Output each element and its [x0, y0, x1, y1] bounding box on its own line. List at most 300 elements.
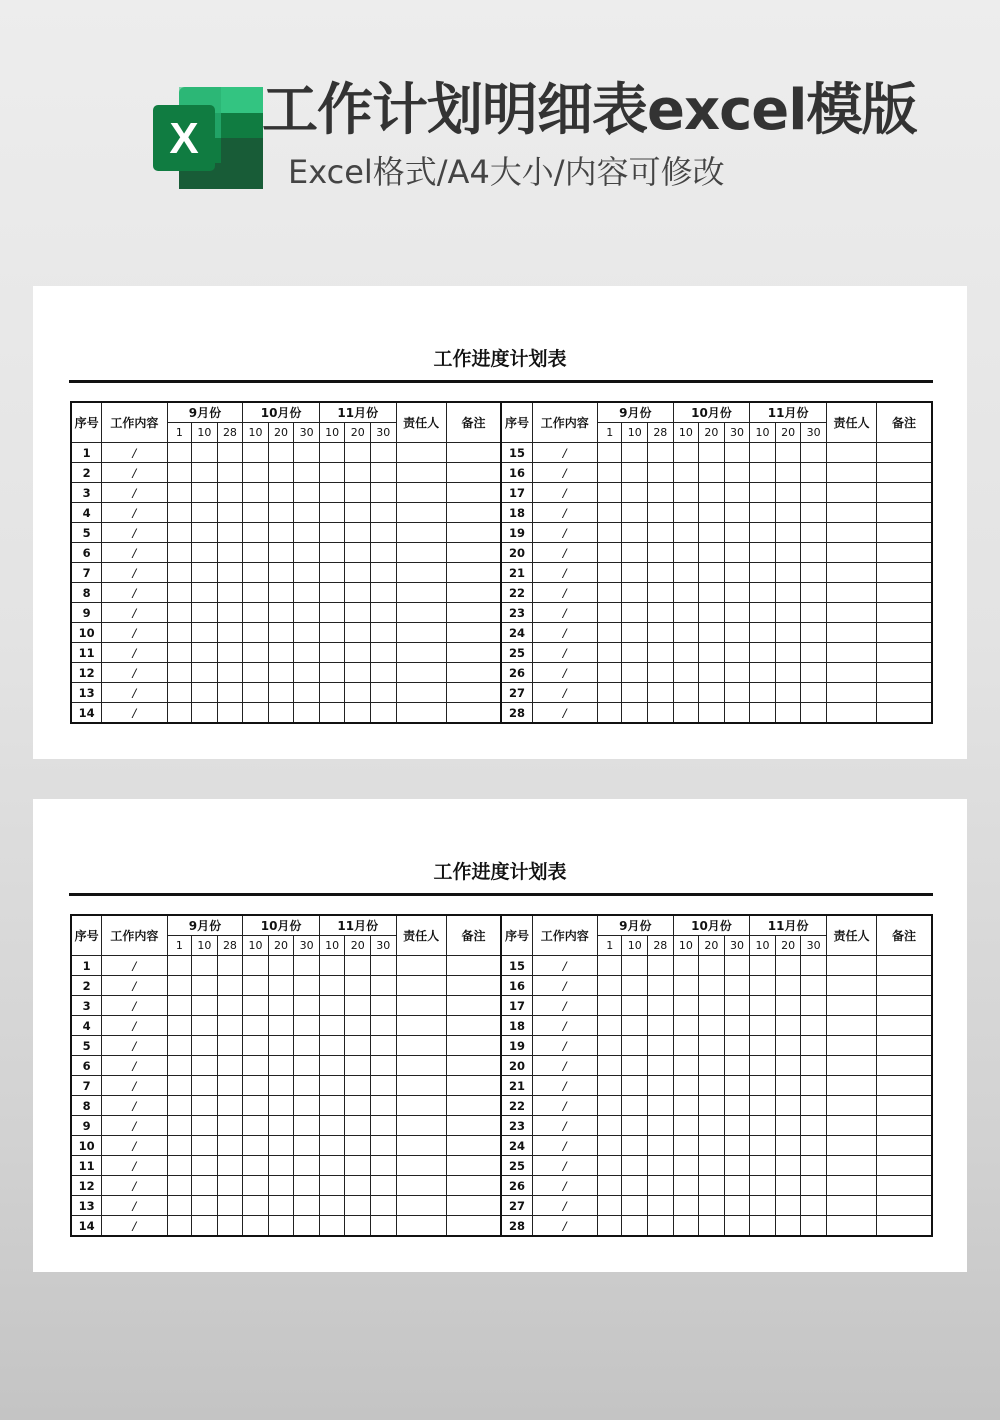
remark-cell[interactable]	[877, 703, 932, 724]
schedule-cell[interactable]	[167, 996, 192, 1016]
content-cell[interactable]: /	[102, 643, 167, 663]
schedule-cell[interactable]	[775, 1176, 801, 1196]
schedule-cell[interactable]	[192, 976, 218, 996]
schedule-cell[interactable]	[243, 1196, 269, 1216]
schedule-cell[interactable]	[724, 1096, 750, 1116]
schedule-cell[interactable]	[673, 1176, 699, 1196]
schedule-cell[interactable]	[648, 443, 674, 463]
schedule-cell[interactable]	[750, 1216, 776, 1237]
schedule-cell[interactable]	[217, 503, 243, 523]
schedule-cell[interactable]	[167, 523, 192, 543]
schedule-cell[interactable]	[648, 643, 674, 663]
schedule-cell[interactable]	[648, 1016, 674, 1036]
schedule-cell[interactable]	[699, 976, 725, 996]
schedule-cell[interactable]	[750, 583, 776, 603]
schedule-cell[interactable]	[345, 1156, 371, 1176]
schedule-cell[interactable]	[750, 503, 776, 523]
schedule-cell[interactable]	[167, 1176, 192, 1196]
schedule-cell[interactable]	[724, 443, 750, 463]
schedule-cell[interactable]	[597, 703, 622, 724]
schedule-cell[interactable]	[294, 643, 320, 663]
schedule-cell[interactable]	[167, 976, 192, 996]
schedule-cell[interactable]	[699, 703, 725, 724]
schedule-cell[interactable]	[217, 543, 243, 563]
schedule-cell[interactable]	[319, 563, 345, 583]
schedule-cell[interactable]	[699, 1136, 725, 1156]
schedule-cell[interactable]	[724, 503, 750, 523]
remark-cell[interactable]	[877, 996, 932, 1016]
schedule-cell[interactable]	[597, 643, 622, 663]
schedule-cell[interactable]	[750, 443, 776, 463]
schedule-cell[interactable]	[724, 463, 750, 483]
schedule-cell[interactable]	[192, 683, 218, 703]
schedule-cell[interactable]	[167, 1016, 192, 1036]
remark-cell[interactable]	[446, 703, 501, 724]
schedule-cell[interactable]	[801, 563, 827, 583]
remark-cell[interactable]	[446, 543, 501, 563]
schedule-cell[interactable]	[243, 683, 269, 703]
schedule-cell[interactable]	[648, 1076, 674, 1096]
schedule-cell[interactable]	[801, 603, 827, 623]
content-cell[interactable]: /	[532, 443, 597, 463]
schedule-cell[interactable]	[243, 563, 269, 583]
schedule-cell[interactable]	[724, 583, 750, 603]
schedule-cell[interactable]	[750, 703, 776, 724]
remark-cell[interactable]	[446, 643, 501, 663]
content-cell[interactable]: /	[102, 1156, 167, 1176]
schedule-cell[interactable]	[371, 1116, 397, 1136]
schedule-cell[interactable]	[294, 563, 320, 583]
schedule-cell[interactable]	[775, 1076, 801, 1096]
schedule-cell[interactable]	[167, 956, 192, 976]
schedule-cell[interactable]	[801, 976, 827, 996]
schedule-cell[interactable]	[345, 1216, 371, 1237]
schedule-cell[interactable]	[371, 1096, 397, 1116]
schedule-cell[interactable]	[345, 1116, 371, 1136]
schedule-cell[interactable]	[724, 563, 750, 583]
schedule-cell[interactable]	[724, 543, 750, 563]
schedule-cell[interactable]	[167, 623, 192, 643]
schedule-cell[interactable]	[648, 503, 674, 523]
content-cell[interactable]: /	[102, 1056, 167, 1076]
content-cell[interactable]: /	[532, 483, 597, 503]
schedule-cell[interactable]	[801, 503, 827, 523]
remark-cell[interactable]	[446, 1036, 501, 1056]
remark-cell[interactable]	[446, 683, 501, 703]
schedule-cell[interactable]	[294, 1196, 320, 1216]
schedule-cell[interactable]	[801, 1156, 827, 1176]
schedule-cell[interactable]	[345, 643, 371, 663]
schedule-cell[interactable]	[673, 1216, 699, 1237]
schedule-cell[interactable]	[268, 1196, 294, 1216]
owner-cell[interactable]	[396, 703, 446, 724]
schedule-cell[interactable]	[371, 1016, 397, 1036]
remark-cell[interactable]	[446, 976, 501, 996]
content-cell[interactable]: /	[532, 663, 597, 683]
schedule-cell[interactable]	[268, 523, 294, 543]
schedule-cell[interactable]	[648, 1196, 674, 1216]
schedule-cell[interactable]	[699, 663, 725, 683]
schedule-cell[interactable]	[243, 1176, 269, 1196]
schedule-cell[interactable]	[167, 543, 192, 563]
content-cell[interactable]: /	[102, 1036, 167, 1056]
schedule-cell[interactable]	[243, 523, 269, 543]
schedule-cell[interactable]	[268, 1096, 294, 1116]
schedule-cell[interactable]	[699, 956, 725, 976]
schedule-cell[interactable]	[673, 1036, 699, 1056]
schedule-cell[interactable]	[167, 1196, 192, 1216]
schedule-cell[interactable]	[673, 1196, 699, 1216]
schedule-cell[interactable]	[268, 703, 294, 724]
schedule-cell[interactable]	[775, 583, 801, 603]
schedule-cell[interactable]	[345, 1136, 371, 1156]
schedule-cell[interactable]	[319, 443, 345, 463]
remark-cell[interactable]	[446, 1076, 501, 1096]
schedule-cell[interactable]	[268, 583, 294, 603]
schedule-cell[interactable]	[673, 543, 699, 563]
schedule-cell[interactable]	[217, 583, 243, 603]
owner-cell[interactable]	[826, 1016, 876, 1036]
owner-cell[interactable]	[396, 543, 446, 563]
content-cell[interactable]: /	[532, 1096, 597, 1116]
owner-cell[interactable]	[826, 703, 876, 724]
schedule-cell[interactable]	[167, 1056, 192, 1076]
content-cell[interactable]: /	[102, 1096, 167, 1116]
owner-cell[interactable]	[826, 1056, 876, 1076]
schedule-cell[interactable]	[345, 443, 371, 463]
schedule-cell[interactable]	[294, 956, 320, 976]
owner-cell[interactable]	[396, 523, 446, 543]
owner-cell[interactable]	[396, 563, 446, 583]
remark-cell[interactable]	[446, 1096, 501, 1116]
schedule-cell[interactable]	[801, 483, 827, 503]
schedule-cell[interactable]	[622, 1196, 648, 1216]
schedule-cell[interactable]	[371, 683, 397, 703]
schedule-cell[interactable]	[371, 503, 397, 523]
schedule-cell[interactable]	[371, 976, 397, 996]
schedule-cell[interactable]	[750, 1196, 776, 1216]
owner-cell[interactable]	[396, 503, 446, 523]
schedule-cell[interactable]	[622, 523, 648, 543]
schedule-cell[interactable]	[345, 1036, 371, 1056]
content-cell[interactable]: /	[532, 503, 597, 523]
schedule-cell[interactable]	[217, 1076, 243, 1096]
schedule-cell[interactable]	[192, 463, 218, 483]
schedule-cell[interactable]	[243, 463, 269, 483]
owner-cell[interactable]	[396, 483, 446, 503]
schedule-cell[interactable]	[243, 1216, 269, 1237]
schedule-cell[interactable]	[167, 603, 192, 623]
schedule-cell[interactable]	[801, 523, 827, 543]
schedule-cell[interactable]	[597, 523, 622, 543]
schedule-cell[interactable]	[268, 543, 294, 563]
schedule-cell[interactable]	[673, 443, 699, 463]
schedule-cell[interactable]	[622, 1116, 648, 1136]
schedule-cell[interactable]	[167, 683, 192, 703]
schedule-cell[interactable]	[750, 1076, 776, 1096]
owner-cell[interactable]	[396, 583, 446, 603]
schedule-cell[interactable]	[673, 463, 699, 483]
schedule-cell[interactable]	[243, 603, 269, 623]
schedule-cell[interactable]	[775, 683, 801, 703]
owner-cell[interactable]	[826, 563, 876, 583]
schedule-cell[interactable]	[724, 523, 750, 543]
remark-cell[interactable]	[877, 483, 932, 503]
schedule-cell[interactable]	[597, 543, 622, 563]
schedule-cell[interactable]	[294, 443, 320, 463]
schedule-cell[interactable]	[345, 463, 371, 483]
schedule-cell[interactable]	[750, 1016, 776, 1036]
schedule-cell[interactable]	[699, 503, 725, 523]
content-cell[interactable]: /	[102, 483, 167, 503]
schedule-cell[interactable]	[217, 1196, 243, 1216]
schedule-cell[interactable]	[217, 603, 243, 623]
schedule-cell[interactable]	[167, 1216, 192, 1237]
schedule-cell[interactable]	[319, 1076, 345, 1096]
schedule-cell[interactable]	[217, 523, 243, 543]
schedule-cell[interactable]	[801, 623, 827, 643]
schedule-cell[interactable]	[801, 1196, 827, 1216]
schedule-cell[interactable]	[622, 1056, 648, 1076]
schedule-cell[interactable]	[268, 1136, 294, 1156]
schedule-cell[interactable]	[622, 1016, 648, 1036]
schedule-cell[interactable]	[192, 563, 218, 583]
schedule-cell[interactable]	[192, 523, 218, 543]
schedule-cell[interactable]	[243, 956, 269, 976]
owner-cell[interactable]	[826, 1116, 876, 1136]
schedule-cell[interactable]	[750, 996, 776, 1016]
schedule-cell[interactable]	[648, 1136, 674, 1156]
schedule-cell[interactable]	[167, 1036, 192, 1056]
schedule-cell[interactable]	[673, 956, 699, 976]
schedule-cell[interactable]	[673, 643, 699, 663]
schedule-cell[interactable]	[699, 543, 725, 563]
schedule-cell[interactable]	[801, 663, 827, 683]
schedule-cell[interactable]	[597, 1016, 622, 1036]
schedule-cell[interactable]	[192, 503, 218, 523]
schedule-cell[interactable]	[345, 583, 371, 603]
remark-cell[interactable]	[446, 1116, 501, 1136]
schedule-cell[interactable]	[371, 703, 397, 724]
schedule-cell[interactable]	[345, 663, 371, 683]
owner-cell[interactable]	[826, 1036, 876, 1056]
schedule-cell[interactable]	[597, 1216, 622, 1237]
schedule-cell[interactable]	[597, 663, 622, 683]
schedule-cell[interactable]	[699, 463, 725, 483]
schedule-cell[interactable]	[801, 996, 827, 1016]
schedule-cell[interactable]	[622, 1096, 648, 1116]
schedule-cell[interactable]	[648, 683, 674, 703]
content-cell[interactable]: /	[532, 703, 597, 724]
schedule-cell[interactable]	[294, 1096, 320, 1116]
schedule-cell[interactable]	[167, 483, 192, 503]
schedule-cell[interactable]	[192, 1216, 218, 1237]
schedule-cell[interactable]	[217, 956, 243, 976]
remark-cell[interactable]	[877, 583, 932, 603]
schedule-cell[interactable]	[345, 1196, 371, 1216]
schedule-cell[interactable]	[192, 623, 218, 643]
owner-cell[interactable]	[396, 463, 446, 483]
schedule-cell[interactable]	[192, 1096, 218, 1116]
content-cell[interactable]: /	[532, 1136, 597, 1156]
schedule-cell[interactable]	[622, 443, 648, 463]
content-cell[interactable]: /	[532, 956, 597, 976]
schedule-cell[interactable]	[268, 603, 294, 623]
schedule-cell[interactable]	[345, 996, 371, 1016]
remark-cell[interactable]	[446, 583, 501, 603]
schedule-cell[interactable]	[597, 1176, 622, 1196]
schedule-cell[interactable]	[622, 703, 648, 724]
content-cell[interactable]: /	[102, 1176, 167, 1196]
owner-cell[interactable]	[826, 996, 876, 1016]
schedule-cell[interactable]	[319, 1016, 345, 1036]
schedule-cell[interactable]	[294, 1136, 320, 1156]
schedule-cell[interactable]	[673, 703, 699, 724]
owner-cell[interactable]	[396, 1096, 446, 1116]
schedule-cell[interactable]	[750, 1136, 776, 1156]
schedule-cell[interactable]	[724, 623, 750, 643]
owner-cell[interactable]	[826, 523, 876, 543]
content-cell[interactable]: /	[532, 1196, 597, 1216]
schedule-cell[interactable]	[294, 1176, 320, 1196]
schedule-cell[interactable]	[724, 1056, 750, 1076]
owner-cell[interactable]	[396, 623, 446, 643]
schedule-cell[interactable]	[192, 443, 218, 463]
owner-cell[interactable]	[396, 1216, 446, 1237]
schedule-cell[interactable]	[345, 703, 371, 724]
schedule-cell[interactable]	[622, 623, 648, 643]
schedule-cell[interactable]	[243, 1116, 269, 1136]
schedule-cell[interactable]	[648, 1176, 674, 1196]
content-cell[interactable]: /	[102, 1136, 167, 1156]
schedule-cell[interactable]	[801, 1136, 827, 1156]
schedule-cell[interactable]	[243, 583, 269, 603]
content-cell[interactable]: /	[102, 663, 167, 683]
schedule-cell[interactable]	[345, 603, 371, 623]
schedule-cell[interactable]	[648, 976, 674, 996]
schedule-cell[interactable]	[750, 463, 776, 483]
schedule-cell[interactable]	[243, 1036, 269, 1056]
schedule-cell[interactable]	[217, 443, 243, 463]
content-cell[interactable]: /	[102, 1016, 167, 1036]
schedule-cell[interactable]	[268, 996, 294, 1016]
schedule-cell[interactable]	[673, 483, 699, 503]
schedule-cell[interactable]	[319, 976, 345, 996]
schedule-cell[interactable]	[268, 976, 294, 996]
schedule-cell[interactable]	[319, 603, 345, 623]
schedule-cell[interactable]	[371, 1156, 397, 1176]
schedule-cell[interactable]	[268, 1116, 294, 1136]
remark-cell[interactable]	[877, 603, 932, 623]
remark-cell[interactable]	[877, 463, 932, 483]
schedule-cell[interactable]	[648, 1216, 674, 1237]
schedule-cell[interactable]	[217, 623, 243, 643]
remark-cell[interactable]	[446, 523, 501, 543]
schedule-cell[interactable]	[319, 703, 345, 724]
schedule-cell[interactable]	[294, 623, 320, 643]
schedule-cell[interactable]	[294, 463, 320, 483]
schedule-cell[interactable]	[345, 1016, 371, 1036]
schedule-cell[interactable]	[597, 996, 622, 1016]
schedule-cell[interactable]	[217, 1016, 243, 1036]
owner-cell[interactable]	[826, 503, 876, 523]
owner-cell[interactable]	[826, 443, 876, 463]
content-cell[interactable]: /	[532, 603, 597, 623]
content-cell[interactable]: /	[102, 523, 167, 543]
schedule-cell[interactable]	[775, 483, 801, 503]
content-cell[interactable]: /	[102, 683, 167, 703]
schedule-cell[interactable]	[243, 1076, 269, 1096]
schedule-cell[interactable]	[699, 996, 725, 1016]
schedule-cell[interactable]	[648, 663, 674, 683]
schedule-cell[interactable]	[622, 976, 648, 996]
schedule-cell[interactable]	[371, 996, 397, 1016]
schedule-cell[interactable]	[724, 663, 750, 683]
remark-cell[interactable]	[446, 1136, 501, 1156]
schedule-cell[interactable]	[750, 563, 776, 583]
schedule-cell[interactable]	[294, 1116, 320, 1136]
schedule-cell[interactable]	[597, 1136, 622, 1156]
schedule-cell[interactable]	[801, 543, 827, 563]
schedule-cell[interactable]	[648, 463, 674, 483]
remark-cell[interactable]	[877, 1136, 932, 1156]
owner-cell[interactable]	[826, 623, 876, 643]
schedule-cell[interactable]	[268, 663, 294, 683]
schedule-cell[interactable]	[192, 996, 218, 1016]
schedule-cell[interactable]	[699, 1076, 725, 1096]
schedule-cell[interactable]	[750, 683, 776, 703]
schedule-cell[interactable]	[319, 956, 345, 976]
owner-cell[interactable]	[826, 483, 876, 503]
schedule-cell[interactable]	[217, 1096, 243, 1116]
schedule-cell[interactable]	[268, 463, 294, 483]
schedule-cell[interactable]	[622, 463, 648, 483]
content-cell[interactable]: /	[532, 1056, 597, 1076]
remark-cell[interactable]	[877, 443, 932, 463]
schedule-cell[interactable]	[724, 1196, 750, 1216]
schedule-cell[interactable]	[243, 976, 269, 996]
schedule-cell[interactable]	[801, 1096, 827, 1116]
schedule-cell[interactable]	[673, 503, 699, 523]
schedule-cell[interactable]	[622, 503, 648, 523]
owner-cell[interactable]	[826, 1156, 876, 1176]
schedule-cell[interactable]	[345, 1096, 371, 1116]
content-cell[interactable]: /	[102, 996, 167, 1016]
schedule-cell[interactable]	[294, 1056, 320, 1076]
schedule-cell[interactable]	[724, 956, 750, 976]
remark-cell[interactable]	[446, 1196, 501, 1216]
schedule-cell[interactable]	[648, 483, 674, 503]
schedule-cell[interactable]	[217, 1136, 243, 1156]
remark-cell[interactable]	[877, 976, 932, 996]
schedule-cell[interactable]	[243, 543, 269, 563]
schedule-cell[interactable]	[319, 683, 345, 703]
schedule-cell[interactable]	[622, 996, 648, 1016]
schedule-cell[interactable]	[597, 503, 622, 523]
schedule-cell[interactable]	[192, 543, 218, 563]
schedule-cell[interactable]	[673, 976, 699, 996]
schedule-cell[interactable]	[724, 1216, 750, 1237]
schedule-cell[interactable]	[750, 1096, 776, 1116]
remark-cell[interactable]	[446, 1216, 501, 1237]
schedule-cell[interactable]	[801, 643, 827, 663]
schedule-cell[interactable]	[699, 1036, 725, 1056]
owner-cell[interactable]	[826, 976, 876, 996]
schedule-cell[interactable]	[192, 663, 218, 683]
owner-cell[interactable]	[396, 996, 446, 1016]
remark-cell[interactable]	[877, 563, 932, 583]
schedule-cell[interactable]	[167, 1136, 192, 1156]
